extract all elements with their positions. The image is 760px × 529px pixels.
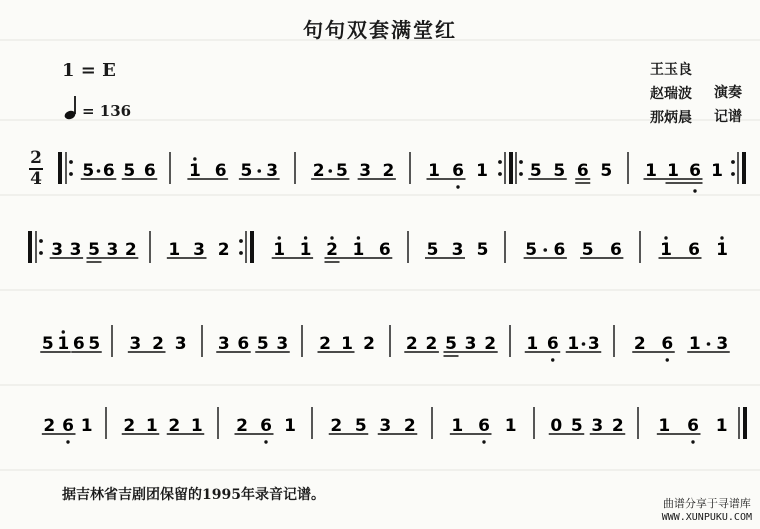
note-digit: 5 [123,161,136,181]
note-digit: 5 [581,240,594,260]
repeat-end-thick-line [250,231,254,263]
note-digit: 1 [504,416,517,436]
note-digit: 5 [570,416,583,436]
augmentation-dot [707,342,711,346]
final-thick-line [743,407,747,439]
note-digit: 1 [526,334,539,354]
note-digit: 2 [326,240,338,260]
song-title: 句句双套满堂红 [303,18,457,42]
note-digit: 2 [152,334,164,354]
repeat-dot [69,172,73,176]
note-digit: 1 [451,416,464,436]
note-digit: 3 [129,334,142,354]
high-octave-dot [664,236,667,239]
note-digit: 1 [145,416,158,436]
note-digit: 6 [609,240,622,260]
repeat-dot [69,160,73,164]
note-digit: 1 [715,416,728,436]
note-digit: 3 [464,334,477,354]
low-octave-dot [482,440,485,443]
repeat-dot [519,160,523,164]
note-digit: 3 [591,416,604,436]
note-digit: 2 [236,416,248,436]
note-digit: 1 [57,334,70,354]
note-digit: 2 [425,334,438,354]
note-digit: 5 [240,161,253,181]
note-digit: 5 [335,161,348,181]
note-digit: 2 [363,334,375,354]
note-digit: 1 [688,334,701,354]
low-octave-dot [691,440,694,443]
repeat-dot [239,239,243,243]
note-digit: 1 [273,240,286,260]
note-digit: 5 [426,240,439,260]
note-digit: 3 [51,240,64,260]
performer-name: 赵瑞波 [650,86,692,102]
note-digit: 6 [237,334,250,354]
note-digit: 2 [217,240,230,260]
note-digit: 2 [124,240,137,260]
note-digit: 2 [168,416,181,436]
note-digit: 6 [576,161,589,181]
note-digit: 1 [428,161,440,181]
note-digit: 5 [553,161,566,181]
note-digit: 5 [525,240,538,260]
time-signature-top: 2 [30,148,42,168]
low-octave-dot [693,189,696,192]
note-digit: 3 [451,240,464,260]
key-signature: 1 = E [62,60,116,81]
watermark-url: WWW.XUNPUKU.COM [661,512,752,523]
note-digit: 3 [587,334,600,354]
repeat-dot [731,160,735,164]
note-digit: 2 [330,416,343,436]
note-digit: 6 [689,161,701,181]
note-digit: 1 [284,416,296,436]
note-digit: 3 [106,240,119,260]
augmentation-dot [543,248,547,252]
performer-name: 王玉良 [650,62,692,78]
note-digit: 3 [359,161,372,181]
low-octave-dot [264,440,267,443]
high-octave-dot [62,330,65,333]
note-digit: 1 [168,240,181,260]
repeat-dot [498,160,502,164]
note-digit: 2 [405,334,418,354]
note-digit: 6 [452,161,464,181]
augmentation-dot [582,342,586,346]
repeat-dot [519,172,523,176]
note-digit: 1 [667,161,679,181]
repeat-start-thick-line [28,231,32,263]
note-digit: 6 [260,416,272,436]
repeat-start-thick-line [58,152,62,184]
note-digit: 3 [217,334,230,354]
note-digit: 1 [645,161,657,181]
note-digit: 6 [102,161,115,181]
repeat-end-thick-line [742,152,746,184]
note-digit: 6 [687,416,699,436]
note-digit: 5 [445,334,457,354]
note-digit: 1 [716,240,728,260]
note-digit: 3 [266,161,279,181]
note-digit: 2 [312,161,325,181]
high-octave-dot [357,236,360,239]
note-digit: 6 [72,334,85,354]
low-octave-dot [66,440,69,443]
repeat-dot [39,239,43,243]
low-octave-dot [666,358,669,361]
repeat-thick-line [509,152,513,184]
note-digit: 1 [658,416,671,436]
note-digit: 6 [214,161,227,181]
note-digit: 5 [82,161,95,181]
low-octave-dot [456,185,459,188]
note-digit: 6 [62,416,74,436]
note-digit: 2 [484,334,497,354]
note-digit: 6 [478,416,490,436]
site-watermark [662,497,752,525]
repeat-dot [731,172,735,176]
high-octave-dot [720,236,723,239]
note-digit: 5 [476,240,489,260]
note-digit: 5 [600,161,613,181]
repeat-dot [39,251,43,255]
note-digit: 1 [188,161,201,181]
watermark-text: 曲谱分享于寻谱库 [662,497,751,510]
performer-name: 那炳晨 [650,110,692,126]
augmentation-dot [328,169,332,173]
role-notate: 记谱 [714,109,742,125]
note-digit: 5 [41,334,54,354]
note-digit: 5 [88,334,101,354]
note-digit: 3 [193,240,205,260]
source-note: 据吉林省吉剧团保留的1995年录音记谱。 [62,487,325,503]
note-digit: 2 [319,334,331,354]
note-digit: 2 [633,334,646,354]
note-digit: 6 [378,240,391,260]
note-digit: 6 [143,161,156,181]
note-digit: 1 [80,416,93,436]
time-signature-bottom: 4 [30,169,42,189]
note-digit: 5 [256,334,269,354]
note-digit: 5 [354,416,367,436]
low-octave-dot [551,358,554,361]
note-digit: 2 [382,161,395,181]
tempo-value: = 136 [82,102,132,120]
note-digit: 3 [69,240,82,260]
high-octave-dot [193,157,196,160]
note-digit: 3 [716,334,729,354]
note-digit: 6 [661,334,674,354]
note-digit: 2 [611,416,624,436]
note-digit: 2 [403,416,416,436]
note-digit: 5 [88,240,100,260]
note-digit: 3 [379,416,392,436]
high-octave-dot [304,236,307,239]
note-digit: 1 [299,240,312,260]
note-digit: 6 [546,334,559,354]
high-octave-dot [278,236,281,239]
note-digit: 0 [550,416,563,436]
note-digit: 1 [660,240,672,260]
note-digit: 3 [174,334,187,354]
note-digit: 1 [341,334,353,354]
note-digit: 6 [688,240,700,260]
note-digit: 1 [711,161,723,181]
repeat-dot [498,172,502,176]
augmentation-dot [257,169,261,173]
augmentation-dot [97,169,101,173]
note-digit: 5 [529,161,542,181]
role-perform: 演奏 [714,85,742,101]
note-digit: 1 [352,240,365,260]
note-digit: 6 [553,240,566,260]
note-digit: 1 [190,416,203,436]
note-digit: 1 [567,334,580,354]
note-digit: 1 [476,161,488,181]
note-digit: 2 [123,416,136,436]
note-digit: 3 [276,334,289,354]
high-octave-dot [330,236,333,239]
note-digit: 2 [43,416,56,436]
repeat-dot [239,251,243,255]
